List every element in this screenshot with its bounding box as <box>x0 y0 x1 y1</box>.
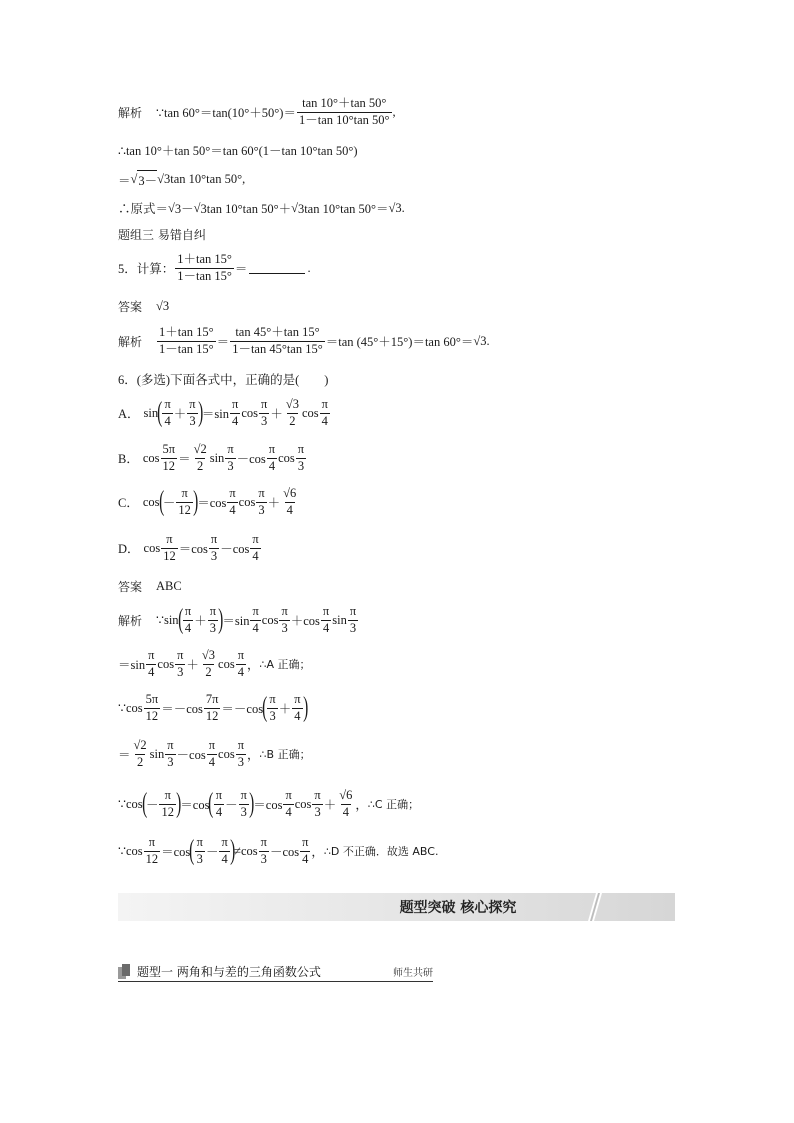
sol4-line4b: 3－ <box>174 202 194 216</box>
sol4-line4 <box>118 199 405 217</box>
sqrt-icon: √ <box>291 200 298 215</box>
opt-a-label: A． <box>118 407 140 422</box>
q5-end: . <box>307 260 311 275</box>
q6-d-conc: ∴D 不正确．故选 ABC. <box>323 845 439 859</box>
q6-answer: ABC <box>156 579 182 593</box>
sol4-line1 <box>118 97 396 128</box>
sol4-line4a: ∴原式＝ <box>118 202 169 216</box>
jiexi-label: 解析 <box>118 105 143 120</box>
q6-c-conc: ∴C 正确； <box>367 798 420 812</box>
q6-sol-3: ∵cos $\frac{5\pi}{12}$ ＝－cos $\frac{7\pi}{12}$ ＝－cos ( $\frac{\pi}{3}$ ＋ $\frac{\pi}{4}$ ) <box>118 692 308 724</box>
q6-stem: 6．(多选)下面各式中，正确的是( ) <box>118 373 329 387</box>
q6-sol-6: ∵cos $\frac{\pi}{12}$ ＝cos ( $\frac{\pi}{3}$ － $\frac{\pi}{4}$ ) ≠cos $\frac{\pi}{3}$ －cos $\frac{\pi}{4}$ ， ∴D 不正确．故选 ABC. <box>118 835 439 867</box>
q5-sol-frac2 <box>230 326 325 357</box>
q5-stem <box>118 253 311 284</box>
sol4-line2: ∴tan 10°＋tan 50°＝tan 60°(1－tan 10°tan 50°) <box>118 144 358 158</box>
jiexi-label: 解析 <box>118 334 143 349</box>
sol4-num: tan 10°＋tan 50° <box>302 96 387 110</box>
sol4-pre: ∵tan 60°＝tan(10°＋50°)＝ <box>156 106 296 121</box>
section-tag: 师生共研 <box>393 968 433 979</box>
q5-answer-line <box>118 298 169 315</box>
opt-c-label: C． <box>118 496 139 511</box>
opt-d-label: D． <box>118 542 140 557</box>
q5-sol-num2: tan 45°＋tan 15° <box>235 325 320 339</box>
sol4-line4d: 3tan 10°tan 50°＝ <box>297 202 389 216</box>
q5-den: 1－tan 15° <box>177 268 232 283</box>
q6-sol-4: ＝ $\frac{√2}{2}$ sin $\frac{\pi}{3}$ －cos $\frac{\pi}{4}$ cos $\frac{\pi}{3}$ ， ∴B 正确； <box>118 738 311 769</box>
sol4-line3b: 3－ <box>137 170 157 189</box>
sol4-fraction <box>297 97 392 128</box>
q6-a-conc: ∴A 正确； <box>259 658 311 672</box>
sqrt-icon: √ <box>193 200 201 215</box>
q6-option-c: C． cos ( － $\frac{\pi}{12}$ ) ＝cos $\frac{\pi}{4}$ cos $\frac{\pi}{3}$ ＋ $\frac{√6}{4}$ <box>118 486 297 518</box>
q6-b-conc: ∴B 正确； <box>259 748 311 762</box>
sol4-line4c: 3tan 10°tan 50°＋ <box>200 202 292 216</box>
q6-option-d: D． cos $\frac{\pi}{12}$ ＝cos $\frac{\pi}{3}$ －cos $\frac{\pi}{4}$ <box>118 532 259 563</box>
sqrt-icon: √ <box>157 172 165 186</box>
daan-label: 答案 <box>118 580 143 594</box>
q6-sol-5: ∵cos ( － $\frac{\pi}{12}$ ) ＝cos ( $\frac{\pi}{4}$ － $\frac{\pi}{3}$ ) ＝cos $\frac{\pi}{4}$ cos $\frac{\pi}{3}$ ＋ $\frac{√6}{4}$ ， ∴C 正确； <box>118 788 420 820</box>
q5-sol-frac1 <box>157 326 216 357</box>
q5-solution: 解析 $\frac{1+\tan 15^\circ}{1-\tan 15^\circ}$ ＝ $\frac{\tan 45^\circ+\tan 15^\circ}{1-\tan 45^\circ\tan 15^\circ}$ ＝tan (45°＋15°)＝tan 60°＝ √ 3 . <box>118 325 490 356</box>
sqrt-icon: √ <box>168 200 175 215</box>
section-title: 题型一 两角和与差的三角函数公式 <box>137 964 321 979</box>
q5-sol-tail: ＝tan (45°＋15°)＝tan 60°＝ <box>325 335 474 350</box>
sol4-post: , <box>392 104 396 119</box>
group3-heading: 题组三 易错自纠 <box>118 228 206 242</box>
daan-label: 答案 <box>118 300 143 314</box>
q5-sol-den2: 1－tan 45°tan 15° <box>232 341 323 356</box>
q6-answer-line <box>118 578 182 595</box>
q6-option-a: A． sin ( $\frac{\pi}{4}$ ＋ $\frac{\pi}{3}$ ) ＝sin $\frac{\pi}{4}$ cos $\frac{\pi}{3}$ ＋ $\frac{√3}{2}$ cos $\frac{\pi}{4}$ <box>118 397 328 429</box>
q5-sol-den1: 1－tan 15° <box>159 341 214 356</box>
q5-sol-end: . <box>486 333 490 348</box>
bookmark-icon <box>118 964 132 979</box>
section-banner <box>118 893 675 921</box>
sol4-line4e: 3 <box>395 200 402 215</box>
jiexi-label: 解析 <box>118 613 143 628</box>
banner-title: 题型突破 核心探究 <box>399 900 517 916</box>
section-heading <box>118 961 433 982</box>
sqrt-icon: √ <box>130 172 138 186</box>
q5-fraction <box>175 253 234 284</box>
sqrt-icon: √ <box>156 299 163 313</box>
sol4-line3 <box>118 170 245 189</box>
sol4-line3c: 3tan 10°tan 50°, <box>164 172 246 186</box>
sqrt-icon: √ <box>473 333 481 348</box>
sol4-line4f: . <box>401 200 405 215</box>
q5-num: 1＋tan 15° <box>177 252 232 266</box>
q5-sol-root: 3 <box>480 333 487 348</box>
answer-blank <box>249 263 305 274</box>
opt-b-label: B． <box>118 452 139 467</box>
q5-eq: ＝ <box>234 262 248 277</box>
sol4-line3a: ＝ <box>118 173 131 188</box>
q6-sol-1: 解析 ∵sin ( $\frac{\pi}{4}$ ＋ $\frac{\pi}{3}$ ) ＝sin $\frac{\pi}{4}$ cos $\frac{\pi}{3}$ ＋cos $\frac{\pi}{4}$ sin $\frac{\pi}{3}$ <box>118 604 357 636</box>
sol4-den: 1－tan 10°tan 50° <box>298 112 390 127</box>
q5-answer: 3 <box>162 299 170 313</box>
q6-option-b: B． cos $\frac{5\pi}{12}$ ＝ $\frac{√2}{2}$ sin $\frac{\pi}{3}$ －cos $\frac{\pi}{4}$ cos $\frac{\pi}{3}$ <box>118 442 305 473</box>
q5-sol-num1: 1＋tan 15° <box>159 325 214 339</box>
q5-label: 5．计算： <box>118 262 175 277</box>
sqrt-icon: √ <box>388 200 396 215</box>
slash-icon <box>588 893 602 921</box>
q6-sol-2: ＝sin $\frac{\pi}{4}$ cos $\frac{\pi}{3}$ ＋ $\frac{√3}{2}$ cos $\frac{\pi}{4}$ ， ∴A 正确； <box>118 648 311 679</box>
